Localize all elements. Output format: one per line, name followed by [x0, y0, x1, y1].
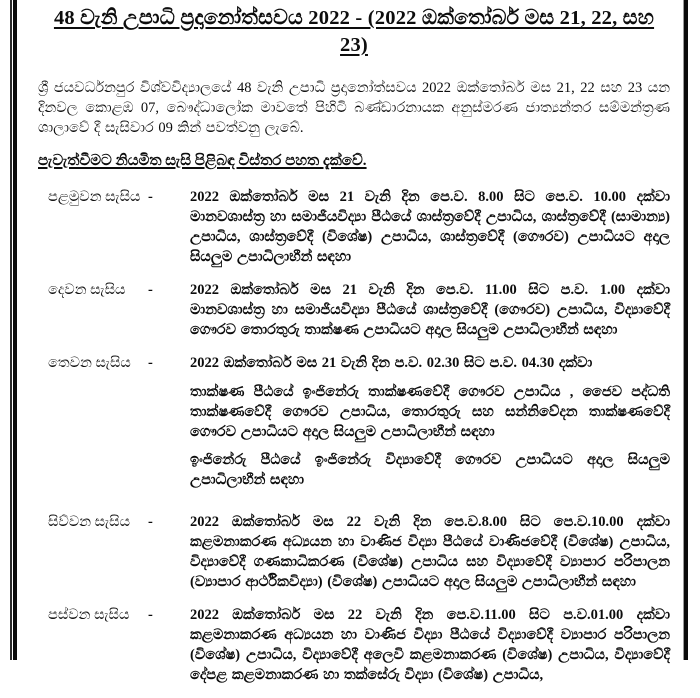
session-paragraph: 2022 ඔක්තෝබර් මස 21 වැනි දින ප.ව. 02.30 සිට ප.ව. 04.30 දක්වා: [190, 355, 593, 371]
document-title: 48 වැනි උපාධි ප්‍රදානෝත්සවය 2022 - (2022 ඔක්තෝබර් මස 21, 22, සහ 23): [53, 7, 655, 56]
session-dash: -: [148, 355, 153, 371]
session-row-3: [38, 353, 670, 490]
session-label: පස්වන සැසිය: [48, 607, 130, 623]
session-label: තෙවන සැසිය: [48, 355, 131, 371]
session-paragraph: තාක්ෂණ පීඨයේ ඉංජිනේරු තාක්ෂණවේදී ගෞරව උපාධිය , ජෛව පද්ධති තාක්ෂණවේදී ගෞරව උපාධිය, තොරතුරු සහ සන්නිවේදන තාක්ෂණවේදී ගෞරව උපාධියට අදාල සියලුම උපාධිලාභීන් සඳහා: [190, 383, 670, 440]
page-border-left-outer: [10, 0, 12, 660]
session-dash: -: [148, 514, 153, 530]
session-dash: -: [148, 607, 153, 623]
session-paragraph: ඉංජිනේරු පීඨයේ ඉංජිනේරු විද්‍යාවේදී ගෞරව උපාධියට අදාල සියලුම උපාධිලාභීන් සඳහා: [190, 452, 670, 488]
session-list: [38, 187, 670, 685]
session-dash: -: [148, 282, 153, 298]
session-paragraph: 2022 ඔක්තෝබර් මස 21 වැනි දින පෙ.ව. 8.00 සිට පෙ.ව. 10.00 දක්වා මානවශාස්ත්‍ර හා සමාජීයවිද්‍යා පීඨයේ ශාස්ත්‍රවේදී උපාධිය, ශාස්ත්‍රවේදී (සාමාන්‍ය) උපාධිය, ශාස්ත්‍රවේදී (විශේෂ) උපාධිය, ශාස්ත්‍රවේදී (ගෞරව) උපාධියට අදාල සියලුම උපාධිලාභීන් සඳහා: [190, 189, 670, 265]
session-dash: -: [148, 189, 153, 205]
page-border-right-inner: [684, 0, 688, 660]
session-label: දෙවන සැසිය: [48, 282, 126, 298]
sessions-heading: පැවැත්වීමට නියමිත සැසි පිළිබඳ විස්තර පහත දැක්වේ.: [38, 153, 367, 169]
session-paragraph: 2022 ඔක්තෝබර් මස 22 වැනි දින පෙ.ව.11.00 සිට ප.ව.01.00 දක්වා කළමනාකරණ අධ්‍යයන හා වාණිජ විද්‍යා පීඨයේ විද්‍යාවේදී ව්‍යාපාර පරිපාලන (විශේෂ) උපාධිය, විද්‍යාවේදී අලෙවි කළමනාකරණ (විශේෂ) උපාධිය, විද්‍යාවේදී දේපළ කළමනාකරණ හා තක්සේරු විද්‍යා (විශේෂ) උපාධිය,: [190, 607, 670, 683]
session-label: සිව්වන සැසිය: [48, 514, 130, 530]
session-description: [190, 512, 670, 592]
intro-paragraph: ශ්‍රී ජයවර්ධනපුර විශ්වවිද්‍යාලයේ 48 වැනි උපාධි ප්‍රදානෝත්සවය 2022 ඔක්තෝබර් මස 21, 22 සහ 23 යන දිනවල කොළඹ 07, බෞද්ධාලෝක මාවතේ පිහිටි බණ්ඩාරනායක අනුස්මරණ ජාත්‍යන්තර සම්මන්ත්‍රණ ශාලාවේ දී සැසිවාර 09 කින් පවත්වනු ලැබේ.: [38, 80, 670, 136]
session-row-5: [38, 605, 670, 685]
session-description: [190, 353, 670, 490]
session-paragraph: 2022 ඔක්තෝබර් මස 22 වැනි දින පෙ.ව.8.00 සිට පෙ.ව.10.00 දක්වා කළමනාකරණ අධ්‍යයන හා වාණිජ විද්‍යා පීඨයේ වාණිජවේදී (විශේෂ) උපාධිය, විද්‍යාවේදී ගණකාධිකරණ (විශේෂ) උපාධිය සහ විද්‍යාවේදී ව්‍යාපාර පරිපාලන (ව්‍යාපාර ආර්ථිකවිද්‍යා) (විශේෂ) උපාධියට අදාල සියලුම උපාධිලාභීන් සඳහා: [190, 514, 670, 590]
session-description: [190, 605, 670, 685]
session-paragraph: 2022 ඔක්තෝබර් මස 21 වැනි දින පෙ.ව. 11.00 සිට ප.ව. 1.00 දක්වා මානවශාස්ත්‍ර හා සමාජීයවිද්‍යා පීඨයේ ශාස්ත්‍රවේදී (ගෞරව) උපාධිය, විද්‍යාවේදී ගෞරව තොරතුරු තාක්ෂණ උපාධියට අදාල සියලුම උපාධිලාභීන් සඳහා: [190, 282, 670, 338]
session-description: [190, 187, 670, 267]
session-description: [190, 280, 670, 340]
session-row-2: [38, 280, 670, 340]
session-row-4: [38, 512, 670, 592]
session-label: පළමුවන සැසිය: [48, 189, 141, 205]
page-border-left-inner: [13, 0, 17, 660]
session-row-1: [38, 187, 670, 267]
document-body: [38, 5, 670, 698]
